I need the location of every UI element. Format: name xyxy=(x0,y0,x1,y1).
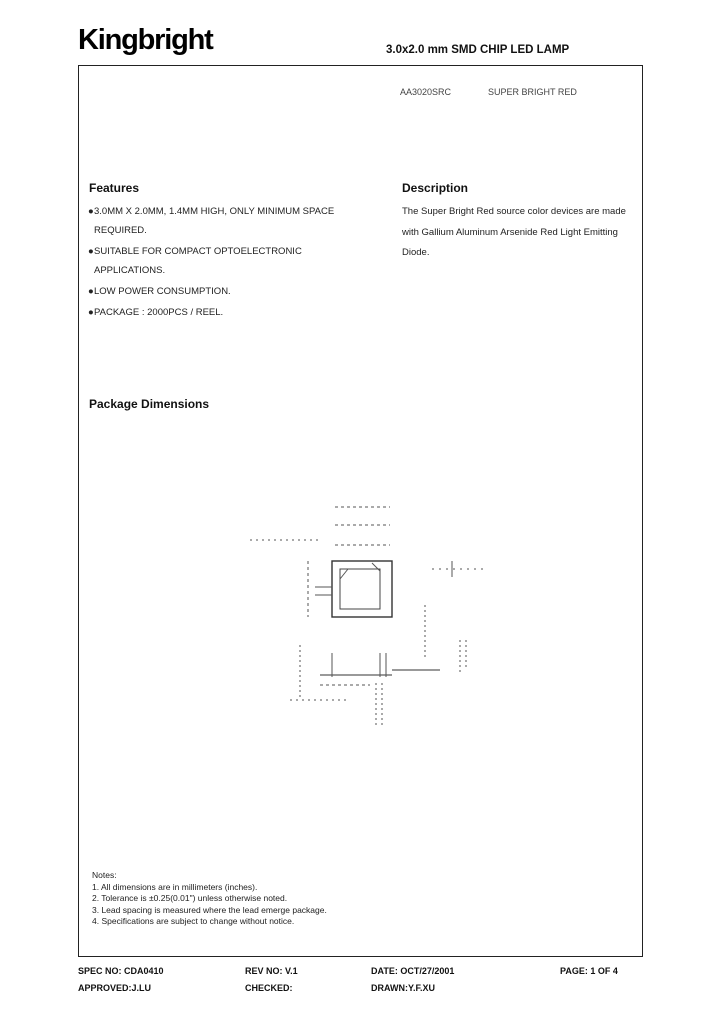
part-color: SUPER BRIGHT RED xyxy=(488,87,577,97)
bullet-dot-icon: ● xyxy=(88,246,94,257)
description-text: The Super Bright Red source color devices are made with Gallium Aluminum Arsenide Red Light Emitting Diode. xyxy=(402,206,626,258)
package-heading: Package Dimensions xyxy=(89,397,210,411)
notes-block xyxy=(92,870,327,928)
bullet-dot-icon: ● xyxy=(88,307,94,318)
page-indicator: PAGE: 1 OF 4 xyxy=(560,966,618,976)
note-item: 3. Lead spacing is measured where the lead emerge package. xyxy=(92,904,327,915)
feature-item: ● PACKAGE : 2000PCS / REEL. xyxy=(88,303,348,322)
note-item: 4. Specifications are subject to change without notice. xyxy=(92,916,295,926)
approved-by: APPROVED:J.LU xyxy=(78,983,152,993)
feature-item: ● LOW POWER CONSUMPTION. xyxy=(88,282,348,301)
feature-item: ● SUITABLE FOR COMPACT OPTOELECTRONIC APPLICATIONS. xyxy=(88,242,348,280)
drawn-by: DRAWN:Y.F.XU xyxy=(371,983,436,993)
brand-logo: Kingbright xyxy=(78,24,213,56)
note-item: 2. Tolerance is ±0.25(0.01") unless otherwise noted. xyxy=(92,893,288,903)
spec-number: SPEC NO: CDA0410 xyxy=(78,966,164,976)
checked-by: CHECKED: xyxy=(245,983,293,993)
features-heading: Features xyxy=(89,181,140,195)
document-date: DATE: OCT/27/2001 xyxy=(371,966,455,976)
features-list xyxy=(88,202,348,324)
feature-item: ● 3.0MM X 2.0MM, 1.4MM HIGH, ONLY MINIMUM SPACE REQUIRED. xyxy=(88,202,348,240)
description-heading: Description xyxy=(402,181,469,195)
revision-number: REV NO: V.1 xyxy=(245,966,298,976)
bullet-dot-icon: ● xyxy=(88,206,94,217)
package-drawing-icon xyxy=(240,495,500,735)
note-item: 1. All dimensions are in millimeters (inches). xyxy=(92,881,258,892)
notes-title: Notes: xyxy=(92,870,117,880)
document-title: 3.0x2.0 mm SMD CHIP LED LAMP xyxy=(386,44,570,56)
bullet-dot-icon: ● xyxy=(88,286,94,297)
part-number: AA3020SRC xyxy=(400,87,452,97)
